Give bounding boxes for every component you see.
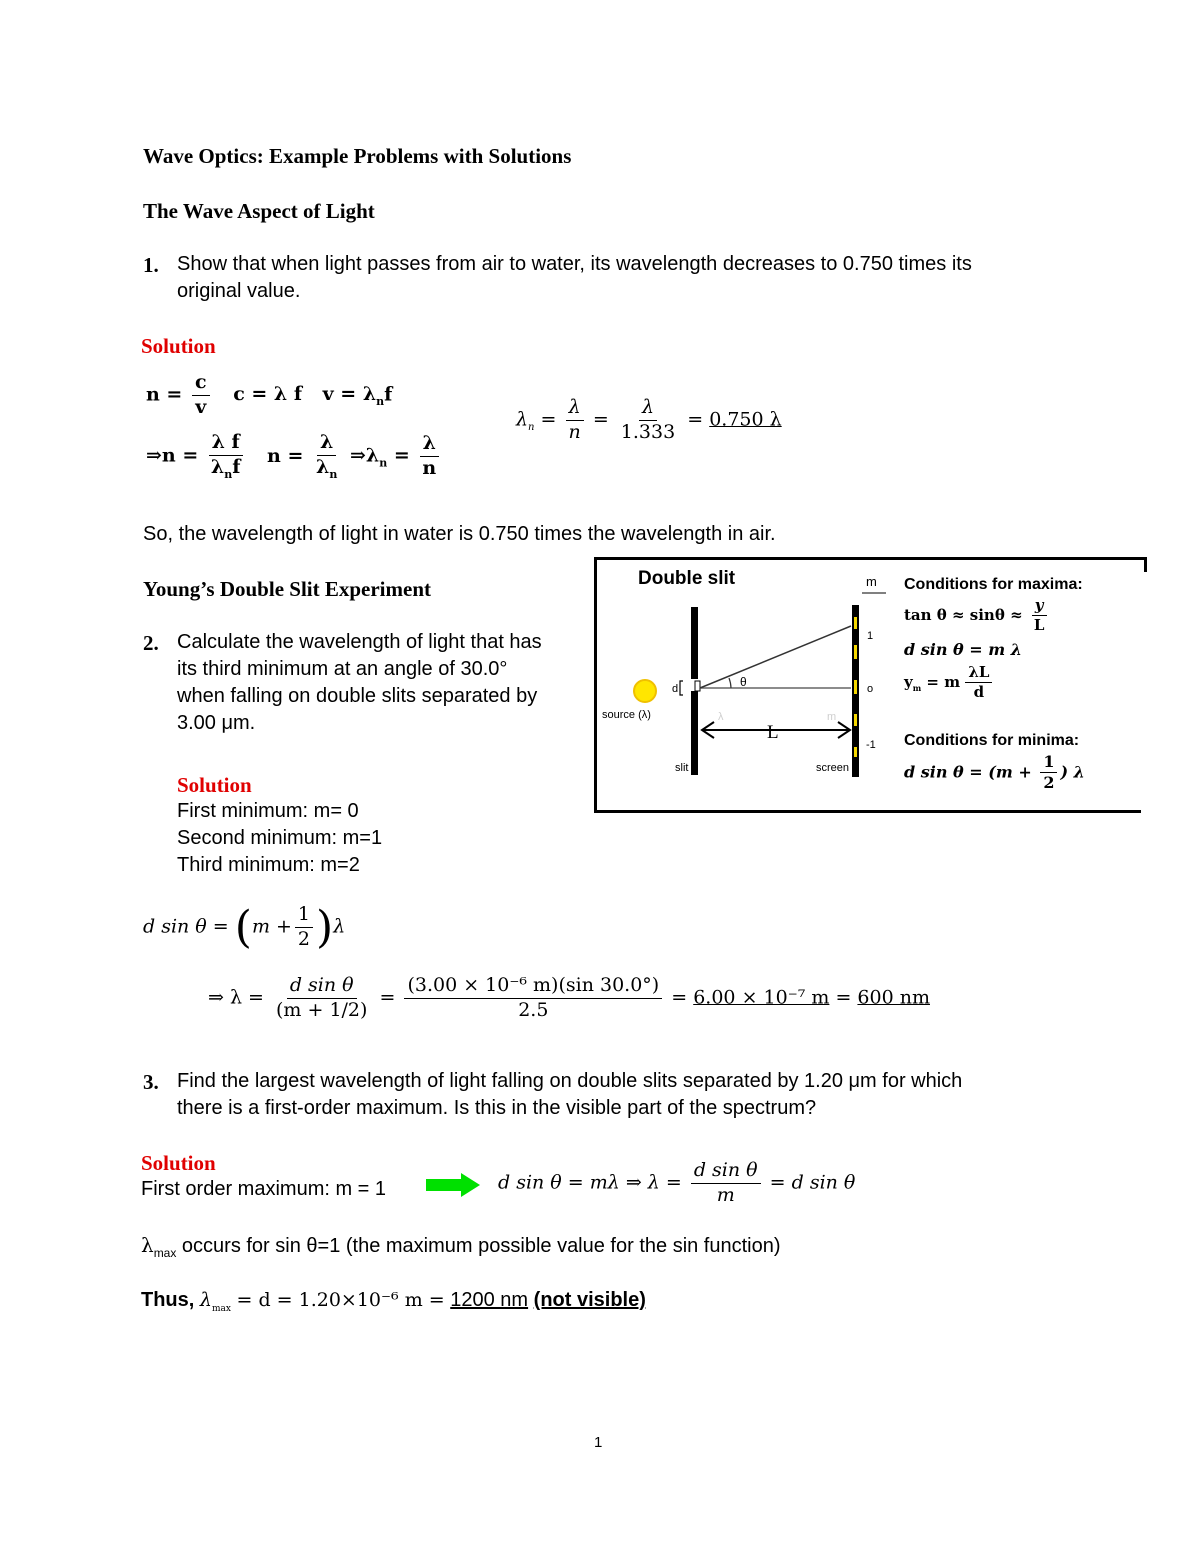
p3-result: 1200 nm	[450, 1289, 529, 1311]
p2-result-meters: 6.00 × 10⁻⁷ m	[693, 986, 830, 1009]
order-1-label: 1	[867, 630, 874, 642]
problem-1-number: 1.	[143, 253, 159, 277]
p1-math-row-1: n = $\frac{c}{v}$ c = λ f $v = \lambda_nf$	[146, 371, 393, 418]
slit-opening	[695, 681, 700, 691]
light-source-icon	[634, 680, 656, 702]
diagram-title: Double slit	[638, 568, 736, 589]
screen-fringe	[854, 714, 857, 726]
source-label: source (λ)	[602, 709, 651, 721]
screen-fringe	[854, 617, 857, 629]
solution-label-3: Solution	[141, 1151, 216, 1175]
p1-math-right: $\lambda_n$ = $\frac{\lambda}{n}$ = $\frac{\lambda}{1.333}$ = 0.750 λ	[516, 396, 782, 443]
problem-1-line-2: original value.	[177, 280, 301, 302]
section-heading-wave-aspect: The Wave Aspect of Light	[143, 199, 375, 223]
second-minimum: Second minimum: m=1	[177, 827, 383, 849]
page-title: Wave Optics: Example Problems with Solutions	[143, 144, 572, 168]
screen-fringe	[854, 680, 857, 694]
ym-formula: $y_m = m$ $\frac{\lambda L}{d}$	[904, 664, 995, 702]
theta-label: θ	[740, 675, 747, 689]
first-order-maximum: First order maximum: m = 1	[141, 1178, 387, 1200]
problem-3-number: 3.	[143, 1070, 159, 1094]
p2-result-nm: 600 nm	[857, 986, 930, 1009]
section-heading-young: Young’s Double Slit Experiment	[143, 577, 432, 601]
page-number: 1	[594, 1434, 603, 1451]
d-label: d	[672, 683, 679, 695]
problem-3-line-1: Find the largest wavelength of light falling on double slits separated by 1.20 μm for which	[177, 1070, 963, 1092]
L-label: L	[767, 722, 779, 743]
p2-math-row-1: d sin θ = (m + $\frac{1}{2}$ )λ	[143, 902, 346, 953]
screen-label: screen	[816, 762, 850, 774]
minima-heading: Conditions for minima:	[904, 732, 1080, 749]
thus-statement: Thus, $\lambda_{max} = d = 1.20\times 10^{-6}$ m = 1200 nm (not visible)	[141, 1289, 646, 1314]
p1-conclusion: So, the wavelength of light in water is 0.750 times the wavelength in air.	[143, 523, 776, 545]
p3-math: d sin θ = mλ ⇒ λ = $\frac{\text{d sin θ}}{m}$ = d sin θ	[498, 1159, 856, 1206]
not-visible-note: (not visible)	[533, 1289, 646, 1311]
maxima-condition: d sin θ = m λ	[904, 640, 1022, 659]
tan-approx: tan θ ≈ sinθ ≈ $\frac{y}{L}$	[904, 597, 1050, 635]
screen-fringe	[854, 747, 857, 757]
problem-2-line-4: 3.00 μm.	[177, 712, 256, 734]
problem-3-line-2: there is a first-order maximum. Is this in the visible part of the spectrum?	[177, 1097, 817, 1119]
green-arrow-icon	[425, 1172, 481, 1198]
slit-label: slit	[675, 762, 689, 774]
order-neg1-label: -1	[866, 739, 876, 751]
minima-condition: d sin θ = (m + $\frac{1}{2}$ ) λ	[904, 752, 1085, 793]
lambda-max-statement: $\lambda_{max}$ occurs for sin θ=1 (the maximum possible value for the sin function)	[141, 1233, 781, 1260]
p1-math-row-2: ⇒n = $\frac{\text{λ f}}{\lambda_nf}$ n = $\frac{\lambda}{\lambda_n}$ $\Rightarrow\lambda_n$ = $\frac{\lambda}{n}$	[146, 432, 442, 481]
faint-label: m	[827, 711, 837, 723]
maxima-heading: Conditions for maxima:	[904, 576, 1083, 593]
theta-arc	[729, 678, 731, 688]
diagram-m-label: m	[866, 574, 877, 589]
solution-label-2: Solution	[177, 773, 252, 797]
order-0-label: o	[867, 683, 874, 695]
d-bracket	[680, 681, 683, 695]
faint-label: λ	[718, 711, 724, 723]
screen-fringe	[854, 645, 857, 659]
p1-result: 0.750 λ	[709, 408, 782, 431]
solution-label-1: Solution	[141, 334, 216, 358]
problem-2-line-3: when falling on double slits separated by	[177, 685, 538, 707]
angled-ray	[700, 626, 851, 688]
problem-2-line-2: its third minimum at an angle of 30.0°	[177, 658, 508, 680]
problem-2-line-1: Calculate the wavelength of light that has	[177, 631, 542, 653]
third-minimum: Third minimum: m=2	[177, 854, 360, 876]
problem-2-number: 2.	[143, 631, 159, 655]
problem-1-line-1: Show that when light passes from air to water, its wavelength decreases to 0.750 times its	[177, 253, 972, 275]
p2-math-row-2: ⇒ λ = $\frac{\text{d sin θ}}{(m + 1/2)}$ = $\frac{\text{(3.00 × 10⁻⁶ m)(sin 30.0°)}}{2.5}$ = 6.00 × 10⁻⁷ m = 600 nm	[208, 974, 930, 1021]
first-minimum: First minimum: m= 0	[177, 800, 359, 822]
